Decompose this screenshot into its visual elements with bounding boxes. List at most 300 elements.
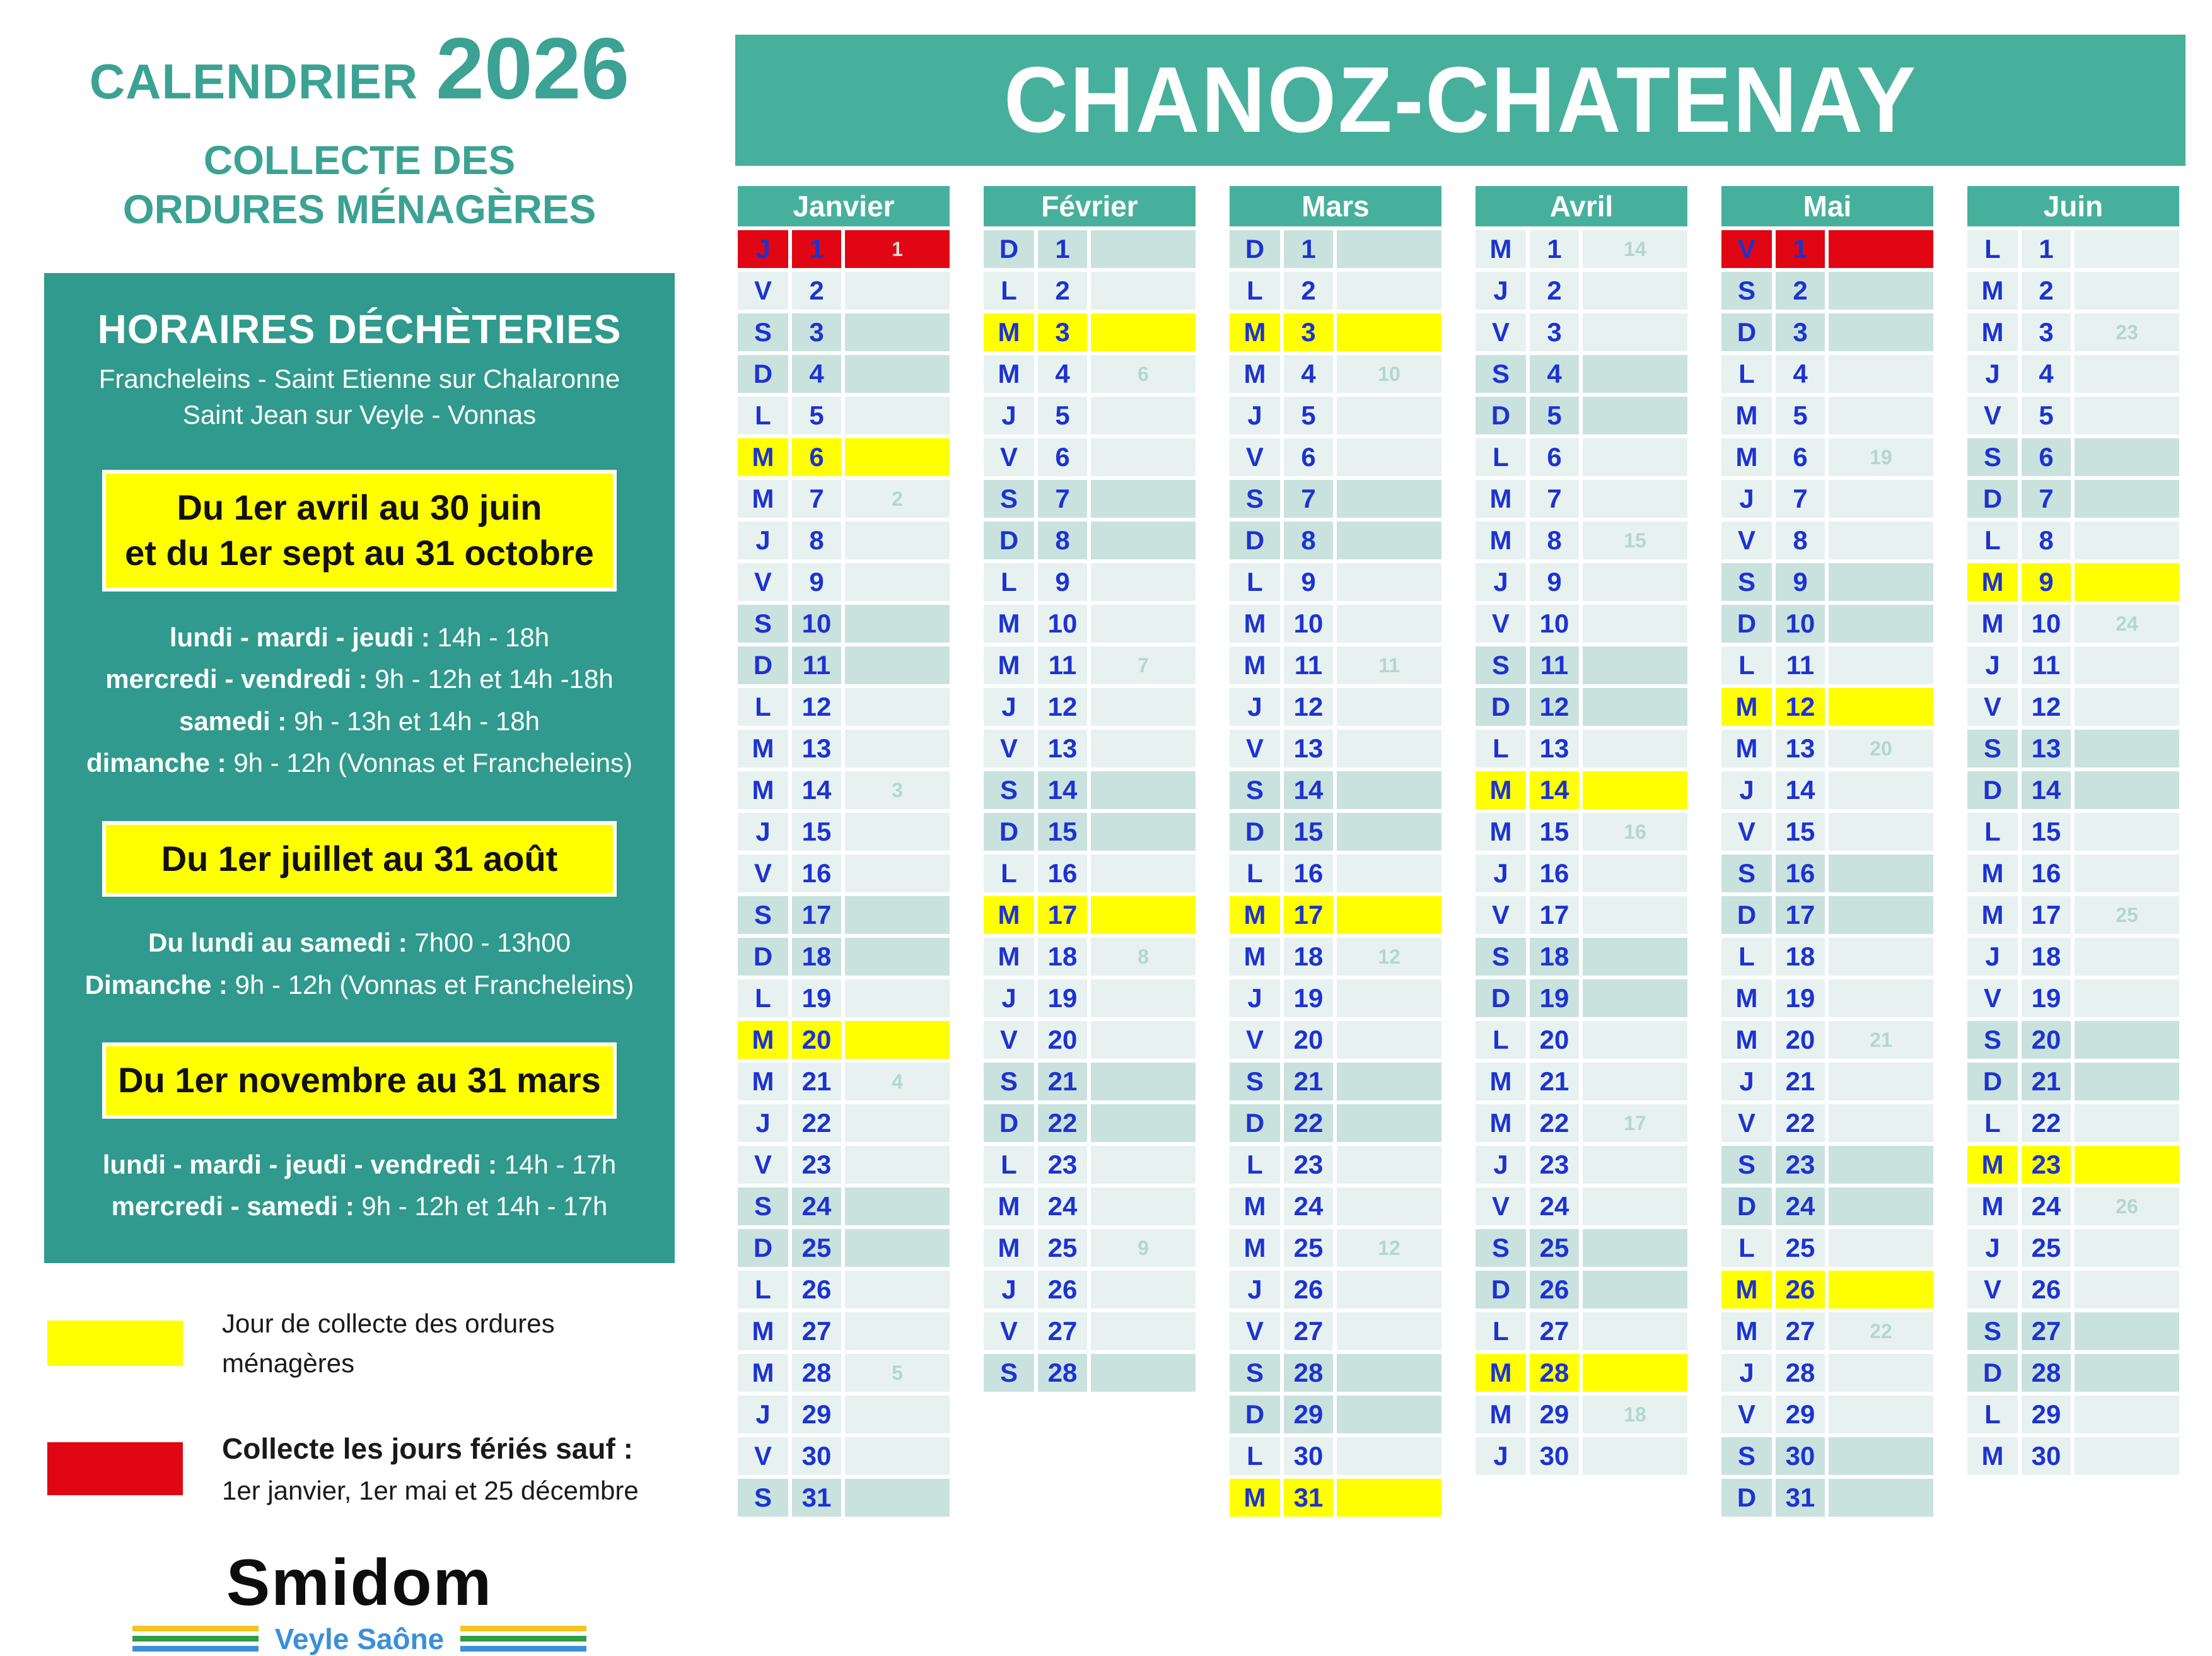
day-number-cell	[792, 605, 841, 643]
day-letter: M	[752, 484, 774, 513]
day-letter-cell	[1476, 605, 1526, 643]
day-letter-cell	[1967, 355, 2018, 393]
day-number-cell	[2022, 1396, 2071, 1433]
day-letter: V	[1491, 609, 1510, 638]
day-number-cell	[1038, 646, 1087, 684]
day-letter: L	[1001, 858, 1017, 888]
day-number: 27	[1539, 1316, 1569, 1346]
day-letter: V	[1737, 525, 1755, 555]
day-letter-cell	[1967, 896, 2018, 934]
day-letter: L	[1493, 442, 1509, 472]
week-number-cell	[1829, 1021, 1933, 1059]
day-letter: M	[752, 733, 774, 763]
day-number: 3	[1301, 317, 1316, 347]
day-letter: V	[1983, 692, 2001, 721]
day-letter: S	[1737, 276, 1755, 305]
day-number-cell	[792, 1021, 841, 1059]
week-number-cell	[1829, 438, 1933, 476]
week-number-cell	[845, 646, 950, 684]
day-number-cell	[792, 1479, 841, 1517]
day-letter: J	[1247, 692, 1262, 721]
day-letter: M	[752, 775, 774, 805]
day-number: 23	[1539, 1150, 1569, 1179]
period-heading-line: Du 1er avril au 30 juin	[177, 487, 542, 527]
day-letter: D	[1491, 400, 1511, 430]
day-number: 9	[1547, 567, 1562, 597]
day-letter-cell	[1967, 1104, 2018, 1142]
day-number-cell	[1038, 771, 1087, 809]
day-letter: D	[999, 234, 1019, 264]
month-days	[1230, 230, 1441, 1517]
logo-tagline: Veyle Saône	[274, 1622, 445, 1655]
day-letter: J	[1247, 983, 1262, 1013]
day-letter: J	[1985, 942, 2000, 971]
day-number-cell	[1530, 438, 1579, 476]
day-letter-cell	[738, 854, 788, 892]
day-letter-cell	[1476, 1063, 1526, 1100]
horaires-sites	[67, 361, 652, 433]
day-number-cell	[1038, 480, 1087, 518]
day-letter-cell	[738, 1021, 788, 1059]
horaires-sites-line-2: Saint Jean sur Veyle - Vonnas	[182, 399, 537, 429]
day-number-cell	[792, 1104, 841, 1142]
week-number: 17	[1624, 1111, 1646, 1134]
day-number: 11	[1540, 650, 1569, 680]
day-letter: V	[754, 858, 772, 888]
day-letter: D	[753, 1233, 773, 1262]
day-letter: D	[1982, 1066, 2003, 1096]
day-number: 12	[1047, 692, 1078, 721]
day-number: 25	[1785, 1233, 1815, 1262]
day-letter: L	[1984, 1399, 2001, 1429]
yellow-swatch	[47, 1321, 183, 1366]
week-number-cell	[2075, 730, 2179, 767]
day-number: 28	[801, 1358, 832, 1387]
day-number: 23	[1047, 1150, 1078, 1179]
logo-stripe	[460, 1646, 586, 1652]
week-number-cell	[845, 1437, 950, 1475]
day-letter-cell	[984, 938, 1034, 976]
day-number-cell	[1530, 1146, 1579, 1184]
day-letter-cell	[1476, 938, 1526, 976]
day-number-cell	[1284, 730, 1333, 767]
day-number-cell	[2022, 1063, 2071, 1100]
day-letter: J	[1247, 1274, 1262, 1304]
month-header: Mars	[1230, 186, 1441, 226]
day-number: 30	[1785, 1441, 1815, 1471]
week-number-cell	[1583, 1312, 1687, 1350]
day-letter: V	[999, 733, 1018, 763]
week-number-cell	[1583, 1271, 1687, 1309]
day-letter: S	[1245, 1358, 1264, 1387]
day-number-cell	[1038, 522, 1087, 559]
day-number-cell	[2022, 313, 2071, 351]
week-number-cell	[1829, 480, 1933, 518]
day-number-cell	[1530, 605, 1579, 643]
day-letter: V	[1983, 983, 2001, 1013]
day-number: 2	[1793, 276, 1808, 305]
logo-stripe	[132, 1636, 259, 1641]
logo-subline	[25, 1622, 694, 1656]
day-number-cell	[1530, 688, 1579, 726]
period-heading-line: et du 1er sept au 31 octobre	[125, 533, 594, 573]
red-swatch	[47, 1442, 183, 1495]
day-letter-cell	[1721, 1354, 1772, 1392]
day-number-cell	[1284, 813, 1333, 851]
day-number: 26	[801, 1274, 832, 1304]
week-number-cell	[845, 272, 950, 310]
day-number-cell	[1284, 1187, 1333, 1225]
day-letter-cell	[738, 1229, 788, 1267]
day-number-cell	[1776, 688, 1825, 726]
day-number: 11	[2032, 650, 2061, 680]
day-letter: M	[1243, 359, 1266, 388]
day-letter-cell	[1230, 1063, 1280, 1100]
day-letter-cell	[738, 1354, 788, 1392]
day-letter-cell	[984, 771, 1034, 809]
day-number-cell	[1284, 563, 1333, 601]
day-letter: V	[754, 276, 772, 305]
day-number-cell	[792, 813, 841, 851]
day-letter-cell	[1476, 1146, 1526, 1184]
week-number-cell	[1829, 688, 1933, 726]
week-number-cell	[1583, 230, 1687, 268]
day-letter: V	[1737, 234, 1755, 264]
week-number-cell	[845, 480, 950, 518]
day-number: 21	[801, 1066, 832, 1096]
day-letter: L	[1984, 234, 2001, 264]
day-number: 30	[1539, 1441, 1569, 1471]
day-letter: S	[754, 1483, 772, 1512]
week-number: 12	[1378, 945, 1400, 968]
hours-row	[67, 1144, 652, 1186]
day-number: 14	[1785, 775, 1815, 805]
day-letter-cell	[1476, 813, 1526, 851]
day-letter: D	[1491, 1274, 1511, 1304]
day-number: 20	[1047, 1025, 1078, 1054]
week-number-cell	[1829, 1271, 1933, 1309]
day-number: 18	[1293, 942, 1324, 971]
day-number-cell	[792, 730, 841, 767]
day-letter-cell	[1967, 313, 2018, 351]
day-letter: M	[1735, 733, 1758, 763]
day-letter: J	[1739, 1358, 1754, 1387]
day-number-cell	[1530, 938, 1579, 976]
month-column-mars	[1230, 186, 1441, 1517]
day-number: 28	[2031, 1358, 2061, 1387]
day-letter-cell	[1476, 230, 1526, 268]
day-number-cell	[1038, 1187, 1087, 1225]
day-number-cell	[1038, 1146, 1087, 1184]
day-letter: M	[1243, 1191, 1266, 1221]
day-number: 13	[2031, 733, 2061, 763]
day-letter-cell	[1476, 1187, 1526, 1225]
week-number-cell	[1091, 563, 1196, 601]
week-number-cell	[1337, 688, 1441, 726]
day-number-cell	[1284, 397, 1333, 434]
day-number: 29	[1293, 1399, 1324, 1429]
week-number-cell	[1337, 230, 1441, 268]
day-letter: V	[1491, 1191, 1510, 1221]
day-number-cell	[1776, 646, 1825, 684]
day-number-cell	[792, 272, 841, 310]
day-number: 24	[801, 1191, 832, 1221]
day-letter-cell	[984, 979, 1034, 1017]
week-number-cell	[1337, 979, 1441, 1017]
smidom-logo	[25, 1546, 694, 1656]
day-number: 8	[1055, 525, 1070, 555]
commune-name: CHANOZ-CHATENAY	[1003, 48, 1918, 152]
week-number-cell	[845, 813, 950, 851]
day-letter-cell	[1967, 1437, 2018, 1475]
day-letter-cell	[1721, 1104, 1772, 1142]
week-number-cell	[2075, 1271, 2179, 1309]
day-letter: L	[1247, 567, 1263, 597]
day-letter: D	[1982, 775, 2003, 805]
day-number: 8	[1547, 525, 1562, 555]
day-letter-cell	[1476, 480, 1526, 518]
day-number-cell	[1776, 438, 1825, 476]
day-letter: M	[1981, 567, 2004, 597]
day-number-cell	[1776, 230, 1825, 268]
day-number-cell	[1776, 1312, 1825, 1350]
week-number-cell	[1091, 1312, 1196, 1350]
week-number: 26	[2116, 1194, 2138, 1218]
week-number-cell	[1337, 1396, 1441, 1433]
week-number-cell	[845, 1354, 950, 1392]
week-number-cell	[1337, 563, 1441, 601]
day-number-cell	[792, 938, 841, 976]
day-letter-cell	[1967, 1229, 2018, 1267]
hours-label: lundi - mardi - jeudi - vendredi :	[102, 1149, 504, 1179]
day-letter-cell	[1230, 1437, 1280, 1475]
day-letter-cell	[1967, 1187, 2018, 1225]
day-number: 23	[1293, 1150, 1324, 1179]
day-letter-cell	[1721, 355, 1772, 393]
day-letter: V	[1245, 733, 1264, 763]
week-number-cell	[2075, 605, 2179, 643]
day-number: 29	[801, 1399, 832, 1429]
day-number: 17	[2031, 900, 2061, 930]
day-letter: M	[1981, 609, 2004, 638]
day-number: 2	[1547, 276, 1562, 305]
day-letter-cell	[1721, 1229, 1772, 1267]
day-letter: V	[754, 1150, 772, 1179]
day-number: 9	[1793, 567, 1808, 597]
day-letter: L	[1984, 525, 2001, 555]
day-number-cell	[1284, 979, 1333, 1017]
day-number-cell	[1530, 646, 1579, 684]
page-subtitle	[25, 136, 694, 234]
day-letter-cell	[1476, 646, 1526, 684]
week-number-cell	[1829, 1063, 1933, 1100]
day-number-cell	[2022, 1271, 2071, 1309]
left-panel	[25, 19, 694, 1656]
week-number-cell	[845, 1312, 950, 1350]
week-number: 2	[892, 487, 903, 510]
week-number-cell	[1091, 1104, 1196, 1142]
day-number-cell	[1776, 1479, 1825, 1517]
day-letter-cell	[984, 1021, 1034, 1059]
day-number: 30	[801, 1441, 832, 1471]
day-number-cell	[1776, 1021, 1825, 1059]
week-number-cell	[1091, 1063, 1196, 1100]
week-number-cell	[1337, 1021, 1441, 1059]
day-letter: D	[1245, 234, 1265, 264]
day-number: 21	[1539, 1066, 1569, 1096]
day-letter-cell	[738, 1396, 788, 1433]
week-number-cell	[1829, 1354, 1933, 1392]
day-letter: M	[1981, 900, 2004, 930]
day-number-cell	[1776, 272, 1825, 310]
day-number-cell	[2022, 730, 2071, 767]
week-number-cell	[1829, 355, 1933, 393]
week-number-cell	[2075, 1312, 2179, 1350]
day-number: 4	[2039, 359, 2054, 388]
day-number: 16	[1047, 858, 1078, 888]
day-number-cell	[792, 979, 841, 1017]
day-number-cell	[1530, 355, 1579, 393]
day-number: 19	[1293, 983, 1324, 1013]
week-number-cell	[1583, 563, 1687, 601]
day-letter: V	[1491, 900, 1510, 930]
day-number: 23	[2031, 1150, 2061, 1179]
period-hours-1	[67, 617, 652, 784]
day-number-cell	[2022, 938, 2071, 976]
day-number-cell	[1038, 854, 1087, 892]
day-letter: D	[1245, 817, 1265, 846]
day-number-cell	[2022, 854, 2071, 892]
day-letter-cell	[1230, 1104, 1280, 1142]
day-number-cell	[2022, 1021, 2071, 1059]
day-letter-cell	[1967, 813, 2018, 851]
day-number: 26	[1785, 1274, 1815, 1304]
day-number: 30	[1293, 1441, 1324, 1471]
day-number: 12	[1539, 692, 1569, 721]
day-letter-cell	[1721, 605, 1772, 643]
day-number: 17	[1785, 900, 1815, 930]
month-days	[738, 230, 950, 1517]
week-number-cell	[1829, 397, 1933, 434]
day-number: 24	[1785, 1191, 1815, 1221]
day-number-cell	[792, 355, 841, 393]
day-number-cell	[1530, 230, 1579, 268]
hours-value: 14h - 17h	[504, 1149, 617, 1179]
day-letter-cell	[1230, 1396, 1280, 1433]
day-number: 8	[1793, 525, 1808, 555]
week-number-cell	[1829, 1229, 1933, 1267]
day-number: 21	[1047, 1066, 1078, 1096]
day-number: 3	[1793, 317, 1808, 347]
day-number: 15	[801, 817, 832, 846]
day-number: 3	[809, 317, 824, 347]
logo-stripes-right	[460, 1626, 586, 1652]
day-letter: L	[1001, 276, 1017, 305]
day-letter: L	[1001, 567, 1017, 597]
week-number-cell	[1337, 1146, 1441, 1184]
day-letter: M	[1981, 276, 2004, 305]
day-letter: M	[1243, 1483, 1266, 1512]
logo-stripe	[460, 1636, 586, 1641]
hours-label: mercredi - samedi :	[111, 1191, 362, 1222]
day-number: 14	[1047, 775, 1078, 805]
day-number: 4	[1301, 359, 1316, 388]
day-number-cell	[1038, 1229, 1087, 1267]
day-number: 19	[2031, 983, 2061, 1013]
day-number-cell	[792, 397, 841, 434]
day-letter-cell	[1721, 480, 1772, 518]
day-number: 16	[1785, 858, 1815, 888]
day-letter: D	[1737, 1191, 1757, 1221]
day-letter: M	[1489, 234, 1512, 264]
day-letter: D	[999, 1108, 1019, 1138]
week-number: 20	[1870, 737, 1892, 760]
day-number: 4	[809, 359, 824, 388]
day-number: 29	[2031, 1399, 2061, 1429]
day-number: 17	[1293, 900, 1324, 930]
day-number: 17	[1539, 900, 1569, 930]
week-number: 18	[1624, 1402, 1646, 1426]
day-letter: S	[1491, 650, 1510, 680]
day-number: 7	[2039, 484, 2054, 513]
day-letter: L	[1493, 733, 1509, 763]
week-number-cell	[1829, 979, 1933, 1017]
week-number-cell	[1091, 938, 1196, 976]
day-number-cell	[1038, 438, 1087, 476]
week-number-cell	[1583, 646, 1687, 684]
day-letter-cell	[984, 355, 1034, 393]
day-number: 10	[801, 609, 832, 638]
legend-text	[222, 1427, 639, 1510]
month-column-avril	[1476, 186, 1687, 1475]
day-number-cell	[792, 854, 841, 892]
day-letter-cell	[1967, 1312, 2018, 1350]
day-number: 25	[801, 1233, 832, 1262]
day-letter: M	[1243, 942, 1266, 971]
day-number-cell	[792, 896, 841, 934]
day-letter-cell	[1967, 1063, 2018, 1100]
day-letter: V	[1737, 1108, 1755, 1138]
day-number: 2	[809, 276, 824, 305]
day-number-cell	[1776, 1063, 1825, 1100]
week-number-cell	[1337, 1104, 1441, 1142]
hours-value: 14h - 18h	[437, 622, 550, 653]
week-number-cell	[1829, 230, 1933, 268]
week-number-cell	[1829, 1187, 1933, 1225]
day-number-cell	[1284, 1021, 1333, 1059]
day-number-cell	[1776, 730, 1825, 767]
day-number-cell	[792, 1063, 841, 1100]
week-number-cell	[1091, 397, 1196, 434]
week-number: 19	[1870, 445, 1892, 469]
week-number-cell	[845, 355, 950, 393]
day-number: 15	[1293, 817, 1324, 846]
day-number: 9	[1301, 567, 1316, 597]
legend	[47, 1303, 694, 1510]
week-number-cell	[1583, 397, 1687, 434]
week-number-cell	[2075, 522, 2179, 559]
hours-row	[67, 658, 652, 700]
day-letter-cell	[1967, 272, 2018, 310]
horaires-periods	[67, 470, 652, 1228]
day-number: 12	[1293, 692, 1324, 721]
day-letter-cell	[984, 605, 1034, 643]
day-letter-cell	[738, 1271, 788, 1309]
day-number: 6	[2039, 442, 2054, 472]
day-number-cell	[1284, 355, 1333, 393]
week-number-cell	[845, 438, 950, 476]
day-number: 11	[802, 650, 831, 680]
